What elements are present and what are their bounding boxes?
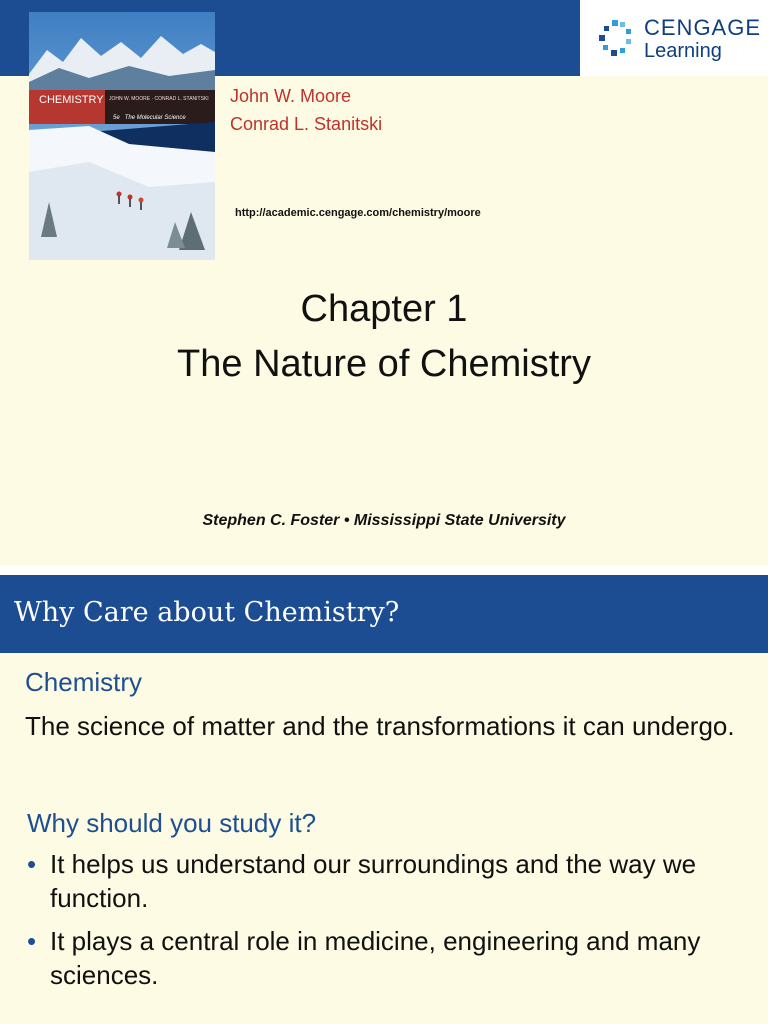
- chapter-title: The Nature of Chemistry: [177, 343, 591, 385]
- author-1: John W. Moore: [230, 86, 352, 106]
- chapter-number: Chapter 1: [300, 288, 468, 330]
- bullet-icon: •: [27, 926, 37, 956]
- list-item: [25, 847, 745, 915]
- logo-wordmark-line1: CENGAGE: [644, 15, 762, 40]
- list-item-text: It plays a central role in medicine, engineering and many sciences.: [50, 926, 701, 990]
- term-heading: Chemistry: [25, 667, 143, 697]
- slide-header: [0, 575, 768, 653]
- cover-edition: 5e: [113, 115, 120, 121]
- slide-title: Why Care about Chemistry?: [14, 597, 400, 628]
- cengage-logo: [580, 0, 768, 76]
- logo-wordmark-line2: Learning: [644, 40, 722, 62]
- presenter-credit: Stephen C. Foster • Mississippi State University: [202, 512, 566, 529]
- question-heading: Why should you study it?: [27, 808, 317, 838]
- reasons-list: [25, 847, 745, 1001]
- cover-title: CHEMISTRY: [39, 94, 104, 106]
- content-slide: [0, 575, 768, 1024]
- slide-divider: [0, 565, 768, 575]
- companion-url: http://academic.cengage.com/chemistry/moore: [235, 207, 481, 219]
- cover-subtitle: [113, 115, 186, 121]
- snow-mountain-scene-icon: [29, 12, 215, 260]
- bullet-icon: •: [27, 849, 37, 879]
- book-cover-image: [29, 12, 215, 260]
- author-2: Conrad L. Stanitski: [230, 114, 383, 134]
- list-item: [25, 924, 745, 992]
- list-item-text: It helps us understand our surroundings and the way we function.: [50, 849, 697, 913]
- cover-authors: JOHN W. MOORE · CONRAD L. STANITSKI: [109, 96, 209, 102]
- cover-subtitle-text: The Molecular Science: [124, 115, 186, 121]
- definition-text: The science of matter and the transformations it can undergo.: [25, 711, 735, 741]
- cengage-logo-icon: [596, 18, 636, 58]
